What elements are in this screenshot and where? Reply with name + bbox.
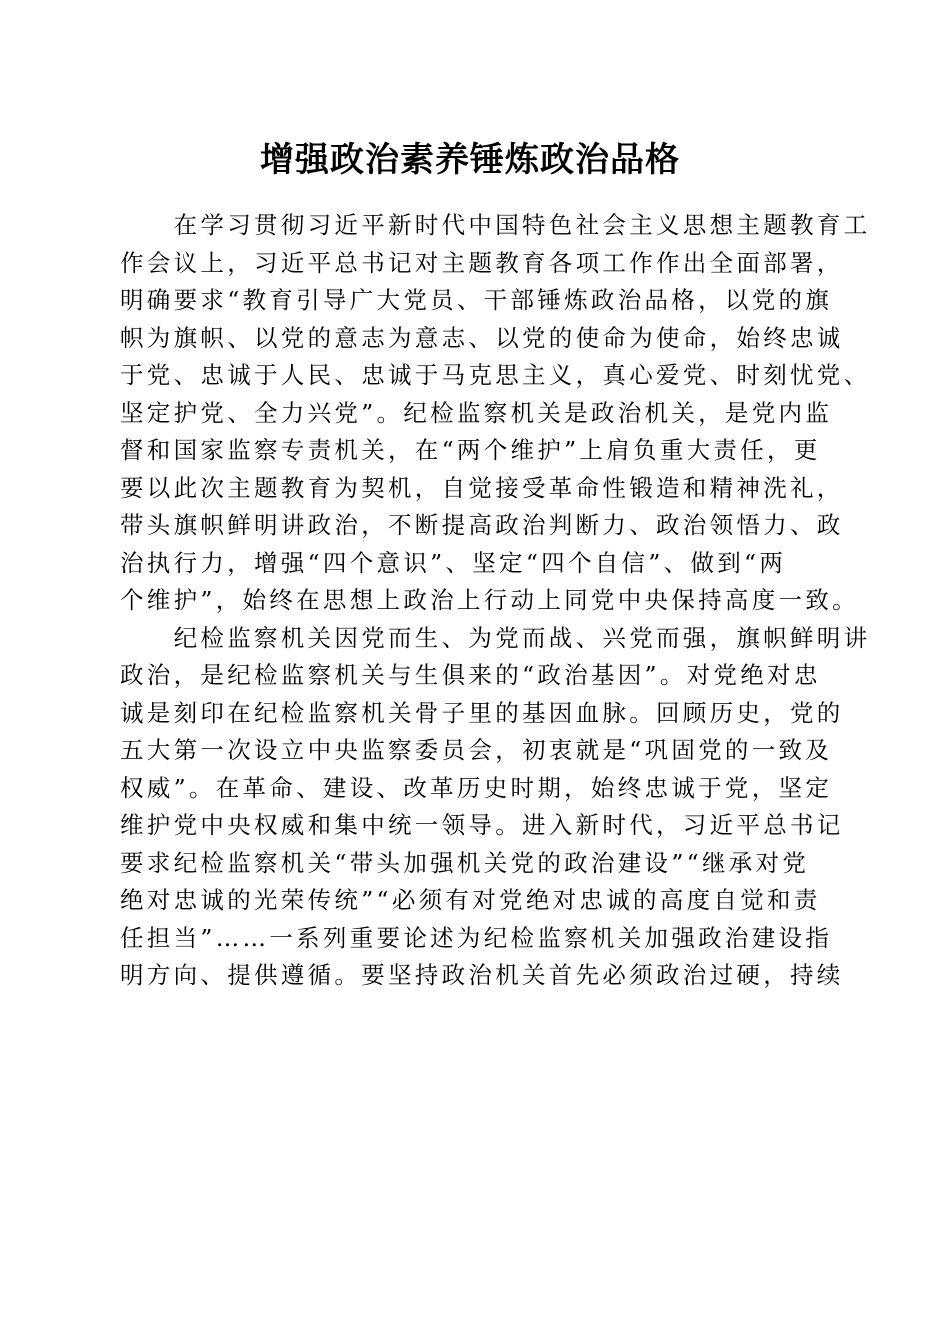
text-line: 在学习贯彻习近平新时代中国特色社会主义思想主题教育工 [120, 211, 871, 239]
text-line: 督和国家监察专责机关，在“两个维护”上肩负重大责任，更 [120, 436, 821, 464]
document-body [120, 207, 871, 995]
text-line: 明确要求“教育引导广大党员、干部锤炼政治品格，以党的旗 [120, 286, 833, 314]
text-line: 要以此次主题教育为契机，自觉接受革命性锻造和精神洗礼， [120, 473, 844, 502]
text-line: 带头旗帜鲜明讲政治，不断提高政治判断力、政治领悟力、政 [120, 511, 844, 539]
text-line: 五大第一次设立中央监察委员会，初衷就是“巩固党的一致及 [120, 736, 833, 764]
text-line: 诚是刻印在纪检监察机关骨子里的基因血脉。回顾历史，党的 [120, 698, 844, 727]
text-line: 治执行力，增强“四个意识”、坚定“四个自信”、做到“两 [120, 548, 787, 577]
text-line: 要求纪检监察机关“带头加强机关党的政治建设”“继承对党 [120, 848, 810, 877]
text-line: 维护党中央权威和集中统一领导。进入新时代，习近平总书记 [120, 811, 844, 839]
text-line: 于党、忠诚于人民、忠诚于马克思主义，真心爱党、时刻忧党、 [120, 361, 871, 389]
text-line: 坚定护党、全力兴党”。纪检监察机关是政治机关，是党内监 [120, 398, 833, 427]
text-line: 绝对忠诚的光荣传统”“必须有对党绝对忠诚的高度自觉和责 [120, 886, 821, 914]
document-title: 增强政治素养锤炼政治品格 [260, 140, 680, 180]
text-line: 任担当”……一系列重要论述为纪检监察机关加强政治建设指 [120, 923, 833, 952]
text-line: 政治，是纪检监察机关与生俱来的“政治基因”。对党绝对忠 [120, 661, 821, 689]
text-line: 权威”。在革命、建设、改革历史时期，始终忠诚于党，坚定 [120, 773, 833, 802]
text-line: 明方向、提供遵循。要坚持政治机关首先必须政治过硬，持续 [120, 961, 844, 989]
text-line: 个维护”，始终在思想上政治上行动上同党中央保持高度一致。 [120, 586, 859, 614]
text-line: 纪检监察机关因党而生、为党而战、兴党而强，旗帜鲜明讲 [120, 623, 871, 652]
text-line: 帜为旗帜、以党的意志为意志、以党的使命为使命，始终忠诚 [120, 323, 844, 352]
text-line: 作会议上，习近平总书记对主题教育各项工作作出全面部署， [120, 248, 844, 277]
